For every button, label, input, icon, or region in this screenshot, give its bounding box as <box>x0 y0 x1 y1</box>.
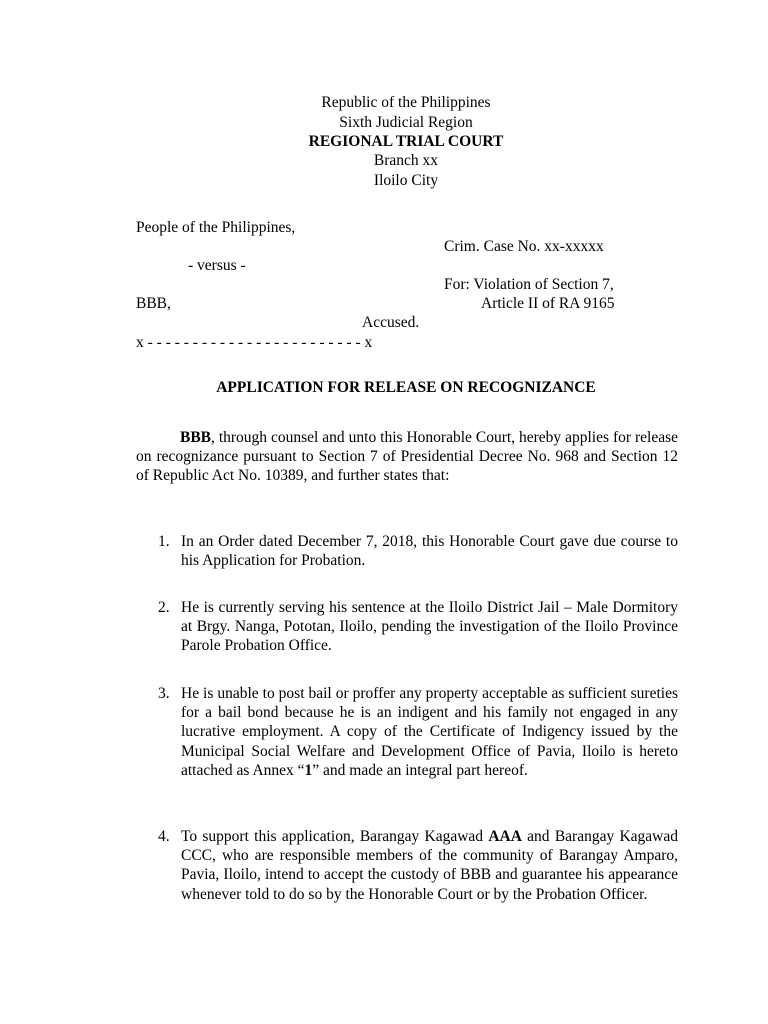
list-item-text-part: ” and made an integral part hereof. <box>312 761 528 779</box>
caption-accused-label: Accused. <box>362 314 420 331</box>
caption-plaintiff: People of the Philippines, <box>136 219 296 236</box>
caption-violation-line2: Article II of RA 9165 <box>481 295 615 312</box>
list-item-text: In an Order dated December 7, 2018, this Honorable Court gave due course to his Application for Probation. <box>181 533 678 570</box>
list-item-number: 1. <box>158 533 170 550</box>
header-city: Iloilo City <box>373 172 439 189</box>
list-item-2 <box>136 598 678 656</box>
header-branch: Branch xx <box>373 152 439 169</box>
kagawad-name: AAA <box>488 828 522 845</box>
list-item-text <box>181 684 678 780</box>
caption-case-number: Crim. Case No. xx-xxxxx <box>444 238 604 255</box>
intro-name: BBB <box>180 429 212 446</box>
caption-violation-line1: For: Violation of Section 7, <box>444 276 614 293</box>
intro-text: , through counsel and unto this Honorable Court, hereby applies for release on recognizance pursuant to Section 7 of Presidential Decree No. 968 and Section 12 of Republic Act No. 10389, and further states that: <box>136 429 678 485</box>
annex-number: 1 <box>304 761 313 779</box>
list-item-text-part: He is unable to post bail or proffer any property acceptable as sufficient sureties for a bail bond because he is an indigent and his family not engaged in any lucrative employment. A copy of the Certificate of Indigency issued by the Municipal Social Welfare and Development Office of Pavia, Iloilo is hereto attached as Annex “ <box>181 685 678 779</box>
intro-paragraph <box>136 428 678 486</box>
header-court: REGIONAL TRIAL COURT <box>308 133 504 150</box>
list-item-text-part: and Barangay Kagawad CCC, who are responsible members of the community of Barangay Amparo, Pavia, Iloilo, intend to accept the custody of BBB and guarantee his appearance whenever told to do so by the Honorable Court or by the Probation Officer. <box>181 828 679 903</box>
list-item-text <box>181 827 678 904</box>
header-region: Sixth Judicial Region <box>339 114 473 131</box>
caption-separator: x - - - - - - - - - - - - - - - - - - - - - - - - x <box>136 334 373 351</box>
caption-versus: - versus - <box>188 257 246 274</box>
list-item-number: 3. <box>158 685 170 702</box>
header-republic: Republic of the Philippines <box>321 94 491 111</box>
list-item-text-part: To support this application, Barangay Kagawad <box>181 828 489 845</box>
list-item-4 <box>136 827 678 904</box>
caption-accused-name: BBB, <box>136 295 171 312</box>
list-item-1 <box>136 532 678 570</box>
list-item-number: 2. <box>158 599 170 616</box>
list-item-number: 4. <box>158 828 170 845</box>
document-title: APPLICATION FOR RELEASE ON RECOGNIZANCE <box>216 379 596 396</box>
list-item-3 <box>136 684 678 780</box>
list-item-text: He is currently serving his sentence at the Iloilo District Jail – Male Dormitory at Brgy. Nanga, Pototan, Iloilo, pending the investigation of the Iloilo Province Parole Probation Office. <box>181 599 678 655</box>
